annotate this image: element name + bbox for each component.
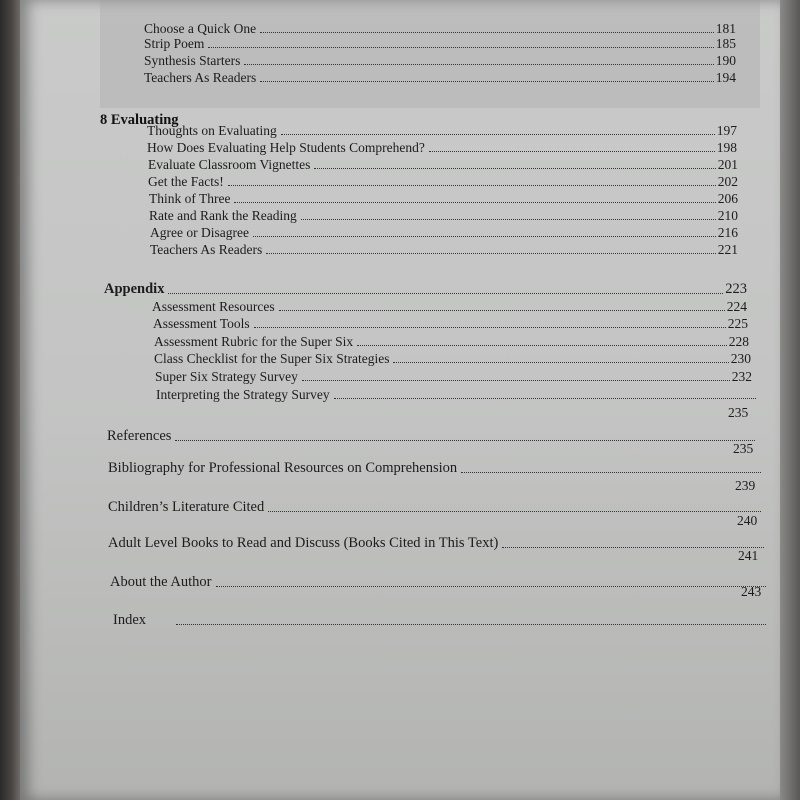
toc-entry-page: 241 [738,548,759,563]
toc-entry-title: Evaluate Classroom Vignettes [148,157,311,172]
dot-leader [175,440,755,441]
toc-entry-title: Class Checklist for the Super Six Strategies [154,351,390,366]
toc-entry-title: References [107,428,172,444]
dot-leader [357,345,727,346]
toc-entry-title: Think of Three [149,191,231,206]
dot-leader [260,81,713,82]
dot-leader [301,219,716,220]
toc-entry-title: Interpreting the Strategy Survey [156,387,330,402]
toc-entry [144,52,736,69]
toc-entry-title: Synthesis Starters [144,53,241,68]
toc-entry-title: Agree or Disagree [150,225,249,240]
toc-entry [108,535,766,552]
toc-entry-title: Teachers As Readers [150,242,263,257]
toc-entry [149,190,738,207]
toc-entry-page: 232 [731,369,752,384]
dot-leader [260,32,714,33]
dot-leader [168,293,723,294]
dot-leader [281,134,715,135]
toc-entry [144,69,736,86]
toc-entry-page-line [733,440,763,457]
toc-entry-page-line [737,512,767,529]
toc-entry-page: 235 [728,405,749,420]
toc-entry [153,315,748,332]
toc-entry [148,156,738,173]
toc-entry [110,574,768,591]
toc-entry-page-line [735,477,765,494]
dot-leader [234,202,715,203]
toc-entry-page: 223 [725,281,747,297]
dot-leader [393,362,728,363]
toc-entry-page: 221 [717,242,738,257]
toc-entry-title: Assessment Resources [152,299,275,314]
toc-entry [154,333,749,350]
toc-entry-title: Strip Poem [144,36,205,51]
toc-entry [148,173,738,190]
toc-entry [144,35,736,52]
toc-entry-page: 230 [730,351,751,366]
toc-entry [154,350,751,367]
toc-entry-title: Teachers As Readers [144,70,257,85]
dot-leader [502,547,764,548]
dot-leader [254,327,726,328]
toc-entry-page: 181 [715,21,736,36]
toc-entry-page: 206 [717,191,738,206]
toc-entry-title: About the Author [110,574,212,590]
toc-entry [147,122,737,139]
toc-entry-page: 185 [715,36,736,51]
toc-entry-page: 235 [733,441,754,456]
dot-leader [314,168,715,169]
toc-entry-page: 225 [727,316,748,331]
toc-entry-page-line [728,404,758,421]
dot-leader [334,398,756,399]
toc-entry [156,386,756,403]
toc-entry [104,281,747,298]
toc-entry-page: 201 [717,157,738,172]
dot-leader [268,511,761,512]
appendix-heading: Appendix [104,281,165,297]
toc-entry-page: 239 [735,478,756,493]
toc-entry-page: 194 [715,70,736,85]
toc-entry [149,207,738,224]
toc-entry-title: Children’s Literature Cited [108,499,265,515]
dot-leader [216,586,767,587]
toc-entry [150,241,738,258]
toc-entry [152,298,747,315]
dot-leader [266,253,715,254]
dot-leader [302,380,730,381]
toc-entry-page: 190 [715,53,736,68]
toc-entry-page: 240 [737,513,758,528]
toc-entry-title: Bibliography for Professional Resources on Comprehension [108,460,458,476]
toc-entry [150,224,738,241]
toc-entry [155,368,752,385]
dot-leader [461,472,761,473]
toc-entry-title: Assessment Tools [153,316,250,331]
toc-entry-page: 198 [716,140,737,155]
toc-entry [147,139,737,156]
dot-leader [253,236,716,237]
toc-entry-title: Get the Facts! [148,174,224,189]
toc-entry-page: 216 [717,225,738,240]
chapter-heading: 8 Evaluating [100,112,179,128]
dot-leader [279,310,725,311]
dot-leader [429,151,715,152]
dot-leader [208,47,713,48]
toc-entry-page: 224 [726,299,747,314]
toc-entry-title: How Does Evaluating Help Students Comprehend? [147,140,425,155]
toc-entry-title: Thoughts on Evaluating [147,123,277,138]
toc-entry-page: 228 [728,334,749,349]
toc-entry-page: 243 [741,584,762,599]
toc-entry-page: 197 [716,123,737,138]
toc-entry [107,428,757,445]
toc-entry [108,460,763,477]
toc-entry-title: Adult Level Books to Read and Discuss (Books Cited in This Text) [108,535,499,551]
toc-entry-page-line [738,547,768,564]
toc-entry-page-line [741,583,771,600]
toc-entry-title: Assessment Rubric for the Super Six [154,334,354,349]
toc-entry-title: Choose a Quick One [144,21,257,36]
toc-entry-page: 202 [717,174,738,189]
toc-entry [113,612,768,629]
toc-entry-title: Super Six Strategy Survey [155,369,298,384]
toc-entry-page: 210 [717,208,738,223]
toc-entry [108,499,763,516]
toc-entry-title: Index [113,612,147,628]
dot-leader [228,185,716,186]
dot-leader [244,64,713,65]
toc-entry-title: Rate and Rank the Reading [149,208,297,223]
dot-leader [176,624,766,625]
